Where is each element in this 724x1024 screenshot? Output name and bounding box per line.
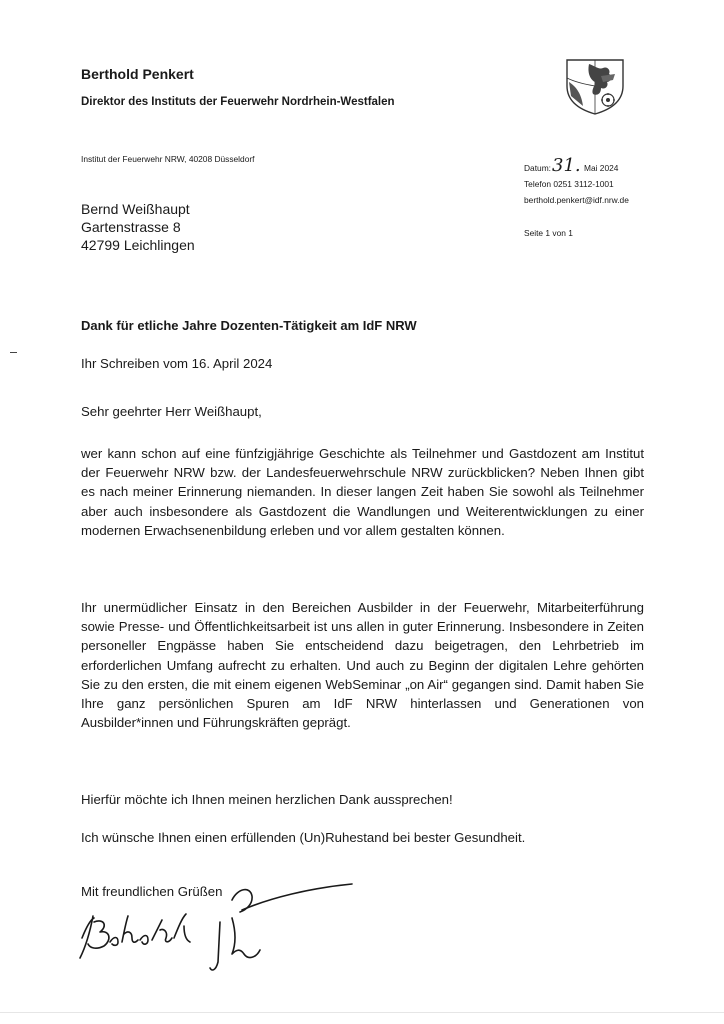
- recipient-street: Gartenstrasse 8: [81, 219, 181, 235]
- reference-line: Ihr Schreiben vom 16. April 2024: [81, 356, 273, 371]
- sender-name: Berthold Penkert: [81, 66, 194, 82]
- nrw-coat-of-arms-icon: [561, 56, 629, 116]
- recipient-name: Bernd Weißhaupt: [81, 201, 190, 217]
- info-block: [524, 155, 629, 208]
- subject-line: Dank für etliche Jahre Dozenten-Tätigkeit am IdF NRW: [81, 318, 417, 333]
- recipient-city: 42799 Leichlingen: [81, 237, 195, 253]
- date-day-handwritten: 31.: [552, 155, 581, 176]
- closing-phrase: Mit freundlichen Grüßen: [81, 884, 223, 899]
- body-paragraph-2: Ihr unermüdlicher Einsatz in den Bereichen Ausbilder in der Feuerwehr, Mitarbeiterführung sowie Presse- und Öffentlichkeitsarbeit ist uns allen in guter Erinnerung. Insbesondere in Zeiten personeller Engpässe haben Sie entscheidend dazu beigetragen, den Lehrbetrieb im erforderlichen Umfang aufrecht zu erhalten. Und auch zu Beginn der digitalen Lehre gehörten Sie zu den ersten, die mit einem eigenen WebSeminar „on Air“ gegangen sind. Damit haben Sie Ihre ganz persönlichen Spuren am IdF NRW hinterlassen und Generationen von Ausbilder*innen und Führungskräften geprägt.: [81, 600, 644, 731]
- fold-mark: [10, 352, 17, 353]
- body-paragraph-1: wer kann schon auf eine fünfzigjährige Geschichte als Teilnehmer und Gastdozent am Institut der Feuerwehr NRW bzw. der Landesfeuerwehrschule NRW zurückblicken? Neben Ihnen gibt es nach meiner Erinnerung niemanden. In dieser langen Zeit haben Sie sowohl als Teilnehmer aber auch insbesondere als Gastdozent die Wandlungen und Weiterentwicklungen zu einer modernen Erwachsenenbildung erleben und vor allem gestalten können.: [81, 446, 644, 538]
- date-label: Datum:: [524, 163, 551, 173]
- body-paragraph-4: Ich wünsche Ihnen einen erfüllenden (Un)Ruhestand bei bester Gesundheit.: [81, 830, 526, 845]
- date-rest: Mai 2024: [583, 163, 619, 173]
- recipient-address: [81, 200, 195, 254]
- page-bottom-edge: [0, 1012, 724, 1013]
- phone: Telefon 0251 3112-1001: [524, 179, 614, 189]
- return-address: Institut der Feuerwehr NRW, 40208 Düsseldorf: [81, 154, 255, 164]
- email: berthold.penkert@idf.nrw.de: [524, 195, 629, 205]
- handwritten-signature: [60, 870, 380, 980]
- page-number: Seite 1 von 1: [524, 228, 573, 238]
- body-paragraph-3: Hierfür möchte ich Ihnen meinen herzlichen Dank aussprechen!: [81, 792, 453, 807]
- salutation: Sehr geehrter Herr Weißhaupt,: [81, 404, 262, 419]
- date-line: [524, 155, 629, 176]
- sender-title: Direktor des Instituts der Feuerwehr Nordrhein-Westfalen: [81, 96, 395, 108]
